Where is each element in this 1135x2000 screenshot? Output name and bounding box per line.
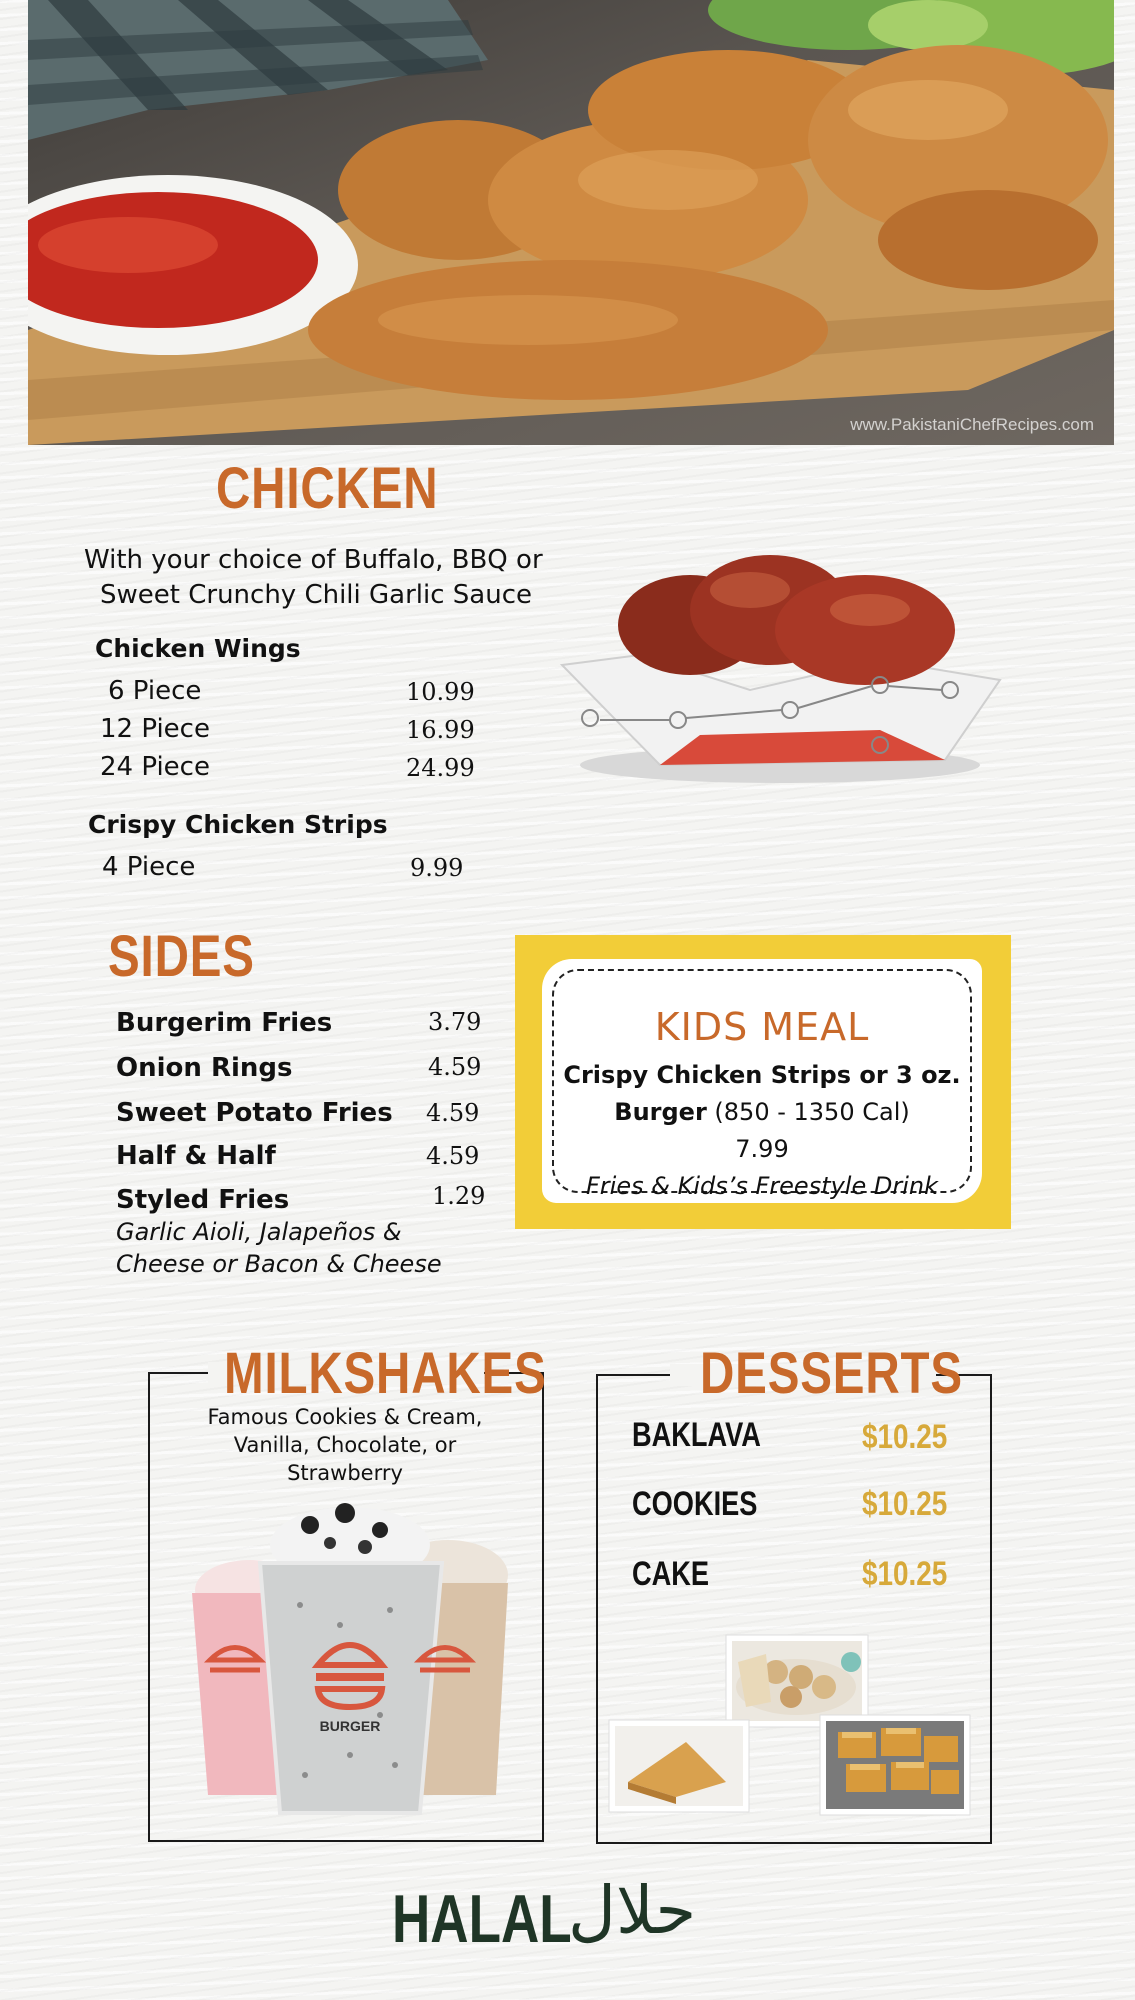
kids-meal-note: Fries & Kids’s Freestyle Drink — [586, 1172, 938, 1200]
wings-12-price: 16.99 — [406, 716, 475, 744]
sides-title: SIDES — [108, 924, 255, 989]
milkshakes-desc-line2: Vanilla, Chocolate, or — [233, 1433, 457, 1457]
wings-6-price: 10.99 — [406, 678, 475, 706]
kids-meal-price: 7.99 — [735, 1135, 789, 1163]
cup-brand-text: BURGER — [319, 1718, 381, 1734]
kids-meal-line2 — [542, 1098, 982, 1126]
chicken-strips-heading: Crispy Chicken Strips — [88, 810, 388, 839]
side-item-label: Burgerim Fries — [116, 1008, 333, 1038]
photo-watermark: www.PakistaniChefRecipes.com — [850, 415, 1094, 434]
chicken-wings-heading: Chicken Wings — [95, 634, 301, 663]
styled-fries-note-line2: Cheese or Bacon & Cheese — [116, 1250, 442, 1278]
kids-meal-burger-label: Burger — [614, 1098, 707, 1126]
styled-fries-note-line1: Garlic Aioli, Jalapeños & — [116, 1218, 402, 1246]
wings-12-label: 12 Piece — [100, 714, 210, 744]
side-item-label: Half & Half — [116, 1141, 276, 1171]
halal-arabic: حلال — [568, 1872, 697, 1949]
side-item-price: 4.59 — [426, 1099, 480, 1127]
chicken-wings-basket-photo — [550, 530, 1010, 790]
wings-24-label: 24 Piece — [100, 752, 210, 782]
milkshakes-title: MILKSHAKES — [224, 1341, 547, 1406]
hero-photo — [28, 0, 1114, 445]
dessert-item-price: $10.25 — [862, 1485, 948, 1523]
side-item-label: Sweet Potato Fries — [116, 1098, 393, 1128]
wings-6-label: 6 Piece — [108, 676, 202, 706]
milkshakes-photo — [180, 1495, 520, 1825]
wings-24-price: 24.99 — [406, 754, 475, 782]
halal-english: HALAL — [392, 1881, 572, 1957]
side-item-label: Onion Rings — [116, 1053, 293, 1083]
dessert-item-label: COOKIES — [632, 1485, 758, 1523]
desserts-title: DESSERTS — [700, 1341, 963, 1406]
side-item-price: 4.59 — [426, 1142, 480, 1170]
side-item-label: Styled Fries — [116, 1185, 290, 1215]
kids-meal-calories: (850 - 1350 Cal) — [706, 1098, 910, 1126]
milkshakes-desc-line1: Famous Cookies & Cream, — [207, 1405, 483, 1429]
halal-label — [392, 1880, 572, 1958]
milkshakes-desc-line3: Strawberry — [287, 1461, 403, 1485]
dessert-item-price: $10.25 — [862, 1418, 948, 1456]
chicken-title: CHICKEN — [216, 456, 439, 521]
side-item-price: 1.29 — [432, 1182, 486, 1210]
fried-chicken-photo — [28, 0, 1114, 445]
side-item-price: 4.59 — [428, 1053, 482, 1081]
desserts-photos — [606, 1632, 976, 1832]
sauce-choice-line2: Sweet Crunchy Chili Garlic Sauce — [100, 580, 532, 610]
strips-4-label: 4 Piece — [102, 852, 196, 882]
kids-meal-box — [515, 935, 1011, 1229]
side-item-price: 3.79 — [428, 1008, 482, 1036]
kids-meal-line1: Crispy Chicken Strips or 3 oz. — [563, 1061, 961, 1089]
dessert-item-label: BAKLAVA — [632, 1416, 761, 1454]
kids-meal-title: KIDS MEAL — [654, 1005, 870, 1049]
strips-4-price: 9.99 — [410, 854, 464, 882]
kids-meal-card — [542, 959, 982, 1203]
dessert-item-label: CAKE — [632, 1555, 710, 1593]
sauce-choice-line1: With your choice of Buffalo, BBQ or — [84, 545, 543, 575]
dessert-item-price: $10.25 — [862, 1555, 948, 1593]
